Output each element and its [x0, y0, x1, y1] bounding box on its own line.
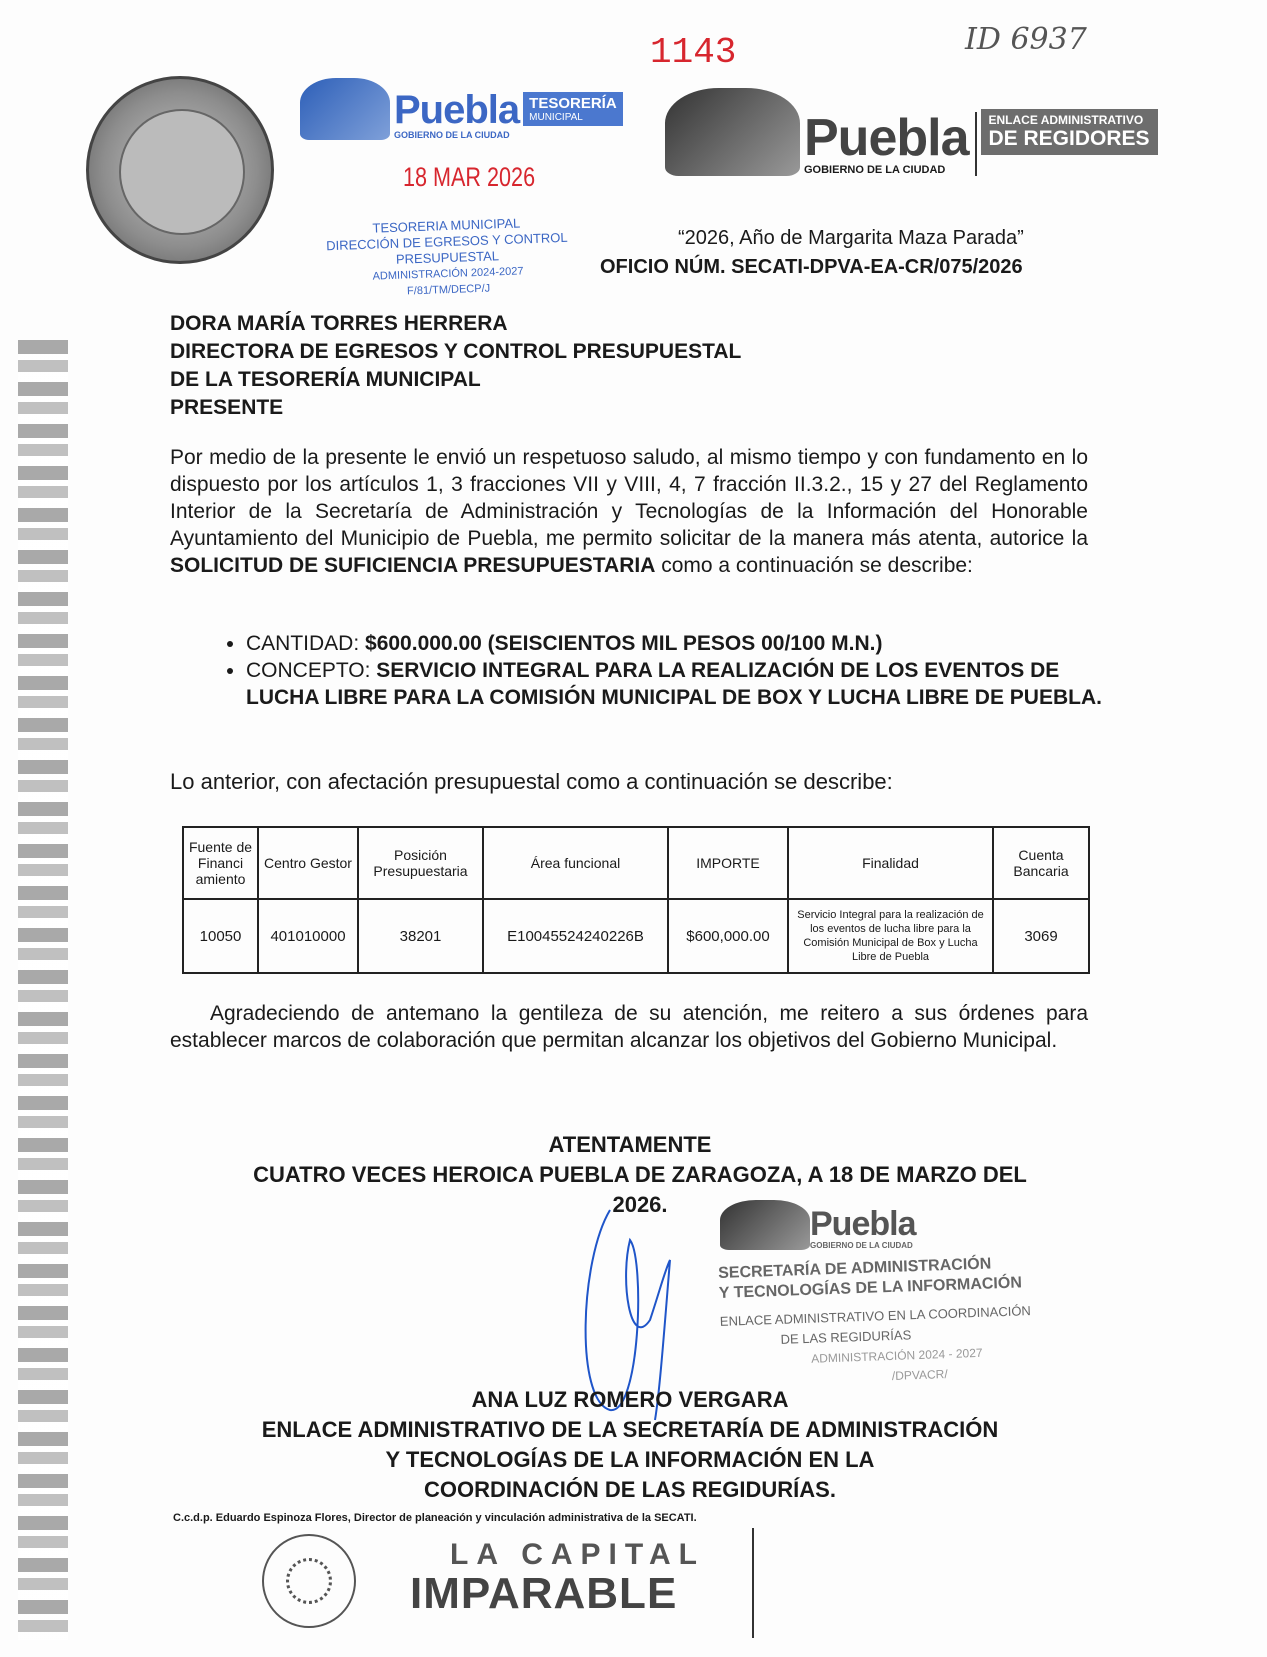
header-cell: Centro Gestor	[258, 827, 358, 899]
recipient-title: DE LA TESORERÍA MUNICIPAL	[170, 368, 481, 391]
secati-stamp	[717, 1200, 1060, 1386]
badge-line: ENLACE ADMINISTRATIVO	[988, 113, 1144, 127]
logo-text: Puebla	[804, 109, 969, 167]
logo-art-icon	[665, 88, 800, 176]
cell: $600,000.00	[668, 899, 788, 973]
regidores-logo	[665, 88, 1158, 176]
recipient-title: DIRECTORA DE EGRESOS Y CONTROL PRESUPUESTAL	[170, 340, 742, 363]
logo-sub: GOBIERNO DE LA CIUDAD	[394, 130, 510, 140]
value: $600.000.00 (SEISCIENTOS MIL PESOS 00/100 M.N.)	[365, 632, 883, 655]
list-item	[246, 657, 1106, 711]
logo-art-icon	[720, 1200, 810, 1250]
header-cell: Fuente de Financi amiento	[183, 827, 258, 899]
header-cell: Posición Presupuestaria	[358, 827, 483, 899]
body-paragraph-3: Agradeciendo de antemano la gentileza de su atención, me reitero a sus órdenes para establecer marcos de colaboración que permitan alcanzar los objetivos del Gobierno Municipal.	[170, 1002, 1088, 1052]
logo-text: Puebla	[810, 1205, 916, 1243]
stamp-line: Y TECNOLOGÍAS DE LA INFORMACIÓN	[718, 1274, 1023, 1302]
recipient-block	[170, 310, 741, 422]
label: CONCEPTO:	[246, 659, 377, 682]
badge-line: TESORERÍA	[529, 95, 617, 112]
igualdad-seal	[262, 1534, 356, 1628]
stamp-line: ADMINISTRACIÓN 2024 - 2027	[810, 1345, 983, 1366]
text: Por medio de la presente le envió un respetuoso saludo, al mismo tiempo y con fundamento en lo dispuesto por los artículos 1, 3 fracciones VII y VIII, 4, 7 fracción II.3.2., 15 y 27 del Reglamento Interior de la Secretaría de Administración y Tecnologías de la Información del Honorable Ayuntamiento del Municipio de Puebla, me permito solicitar de la manera más atenta, autorice la	[170, 446, 1088, 550]
badge-line: DE REGIDORES	[988, 127, 1150, 150]
tesoreria-badge	[523, 92, 623, 126]
signer-name: ANA LUZ ROMERO VERGARA	[471, 1387, 789, 1412]
table-header-row	[183, 827, 1089, 899]
signer-title: ENLACE ADMINISTRATIVO DE LA SECRETARÍA DE ADMINISTRACIÓN	[261, 1417, 999, 1442]
signer-title: COORDINACIÓN DE LAS REGIDURÍAS.	[424, 1477, 836, 1502]
table-row	[183, 899, 1089, 973]
recipient-presente: PRESENTE	[170, 396, 284, 419]
signer-block	[180, 1385, 1080, 1505]
text: como a continuación se describe:	[655, 554, 973, 577]
city-seal	[86, 76, 274, 264]
decorative-border	[18, 340, 68, 1640]
stamp-line: TESORERIA MUNICIPAL	[372, 215, 521, 236]
badge-line: MUNICIPAL	[529, 112, 583, 123]
cell: 38201	[358, 899, 483, 973]
header-cell: Cuenta Bancaria	[993, 827, 1089, 899]
stamp-line: /DPVACR/	[891, 1367, 948, 1383]
slogan-logo	[410, 1538, 705, 1616]
value: SERVICIO INTEGRAL PARA LA REALIZACIÓN DE LOS EVENTOS DE LUCHA LIBRE PARA LA COMISIÓN MUNICIPAL DE BOX Y LUCHA LIBRE DE PUEBLA.	[246, 659, 1102, 709]
request-list	[170, 630, 1106, 711]
year-motto: “2026, Año de Margarita Maza Parada”	[678, 227, 1024, 249]
date-stamp: 18 MAR 2026	[403, 162, 536, 192]
header-cell: Área funcional	[483, 827, 668, 899]
stamp-line: SECRETARÍA DE ADMINISTRACIÓN	[717, 1255, 992, 1282]
folio-number: 1143	[650, 32, 737, 73]
logo-sub: GOBIERNO DE LA CIUDAD	[810, 1241, 913, 1250]
ccp-note: C.c.d.p. Eduardo Espinoza Flores, Director de planeación y vinculación administrativa de la SECATI.	[173, 1512, 697, 1524]
cell: Servicio Integral para la realización de los eventos de lucha libre para la Comisión Municipal de Box y Lucha Libre de Puebla	[788, 899, 993, 973]
list-item	[246, 630, 1106, 657]
stamp-line: DE LAS REGIDURÍAS	[780, 1327, 912, 1347]
stamp-line: ENLACE ADMINISTRATIVO EN LA COORDINACIÓN	[719, 1303, 1032, 1329]
slogan-line: LA CAPITAL	[450, 1538, 705, 1571]
seal-emblem-icon	[286, 1558, 332, 1604]
tesoreria-logo	[300, 78, 623, 140]
received-stamp	[314, 213, 582, 302]
closing-atentamente: ATENTAMENTE	[548, 1132, 712, 1157]
stamp-line: ADMINISTRACIÓN 2024-2027	[372, 265, 524, 283]
logo-art-icon	[300, 78, 390, 140]
stamp-line: DIRECCIÓN DE EGRESOS Y CONTROL	[325, 229, 568, 254]
header-cell: Finalidad	[788, 827, 993, 899]
cell: E10045524240226B	[483, 899, 668, 973]
stamp-line: PRESUPUESTAL	[395, 248, 500, 267]
label: CANTIDAD:	[246, 632, 366, 655]
signer-title: Y TECNOLOGÍAS DE LA INFORMACIÓN EN LA	[385, 1447, 875, 1472]
cell: 3069	[993, 899, 1089, 973]
budget-table	[182, 826, 1090, 974]
header-cell: IMPORTE	[668, 827, 788, 899]
logo-text: Puebla	[394, 88, 520, 132]
body-paragraph-2: Lo anterior, con afectación presupuestal como a continuación se describe:	[170, 769, 893, 794]
oficio-number: OFICIO NÚM. SECATI-DPVA-EA-CR/075/2026	[600, 256, 1023, 278]
logo-sub: GOBIERNO DE LA CIUDAD	[804, 164, 946, 176]
recipient-name: DORA MARÍA TORRES HERRERA	[170, 312, 508, 335]
slogan-line: IMPARABLE	[410, 1569, 678, 1618]
body-paragraph-1	[170, 444, 1088, 579]
divider	[752, 1528, 754, 1638]
cell: 401010000	[258, 899, 358, 973]
text-bold: SOLICITUD DE SUFICIENCIA PRESUPUESTARIA	[170, 554, 656, 577]
regidores-badge	[981, 109, 1158, 155]
handwritten-id: ID 6937	[965, 22, 1087, 57]
cell: 10050	[183, 899, 258, 973]
closing-place-date: CUATRO VECES HEROICA PUEBLA DE ZARAGOZA, A 18 DE MARZO DEL 2026.	[253, 1162, 1027, 1217]
stamp-line: F/81/TM/DECP/J	[406, 282, 491, 298]
